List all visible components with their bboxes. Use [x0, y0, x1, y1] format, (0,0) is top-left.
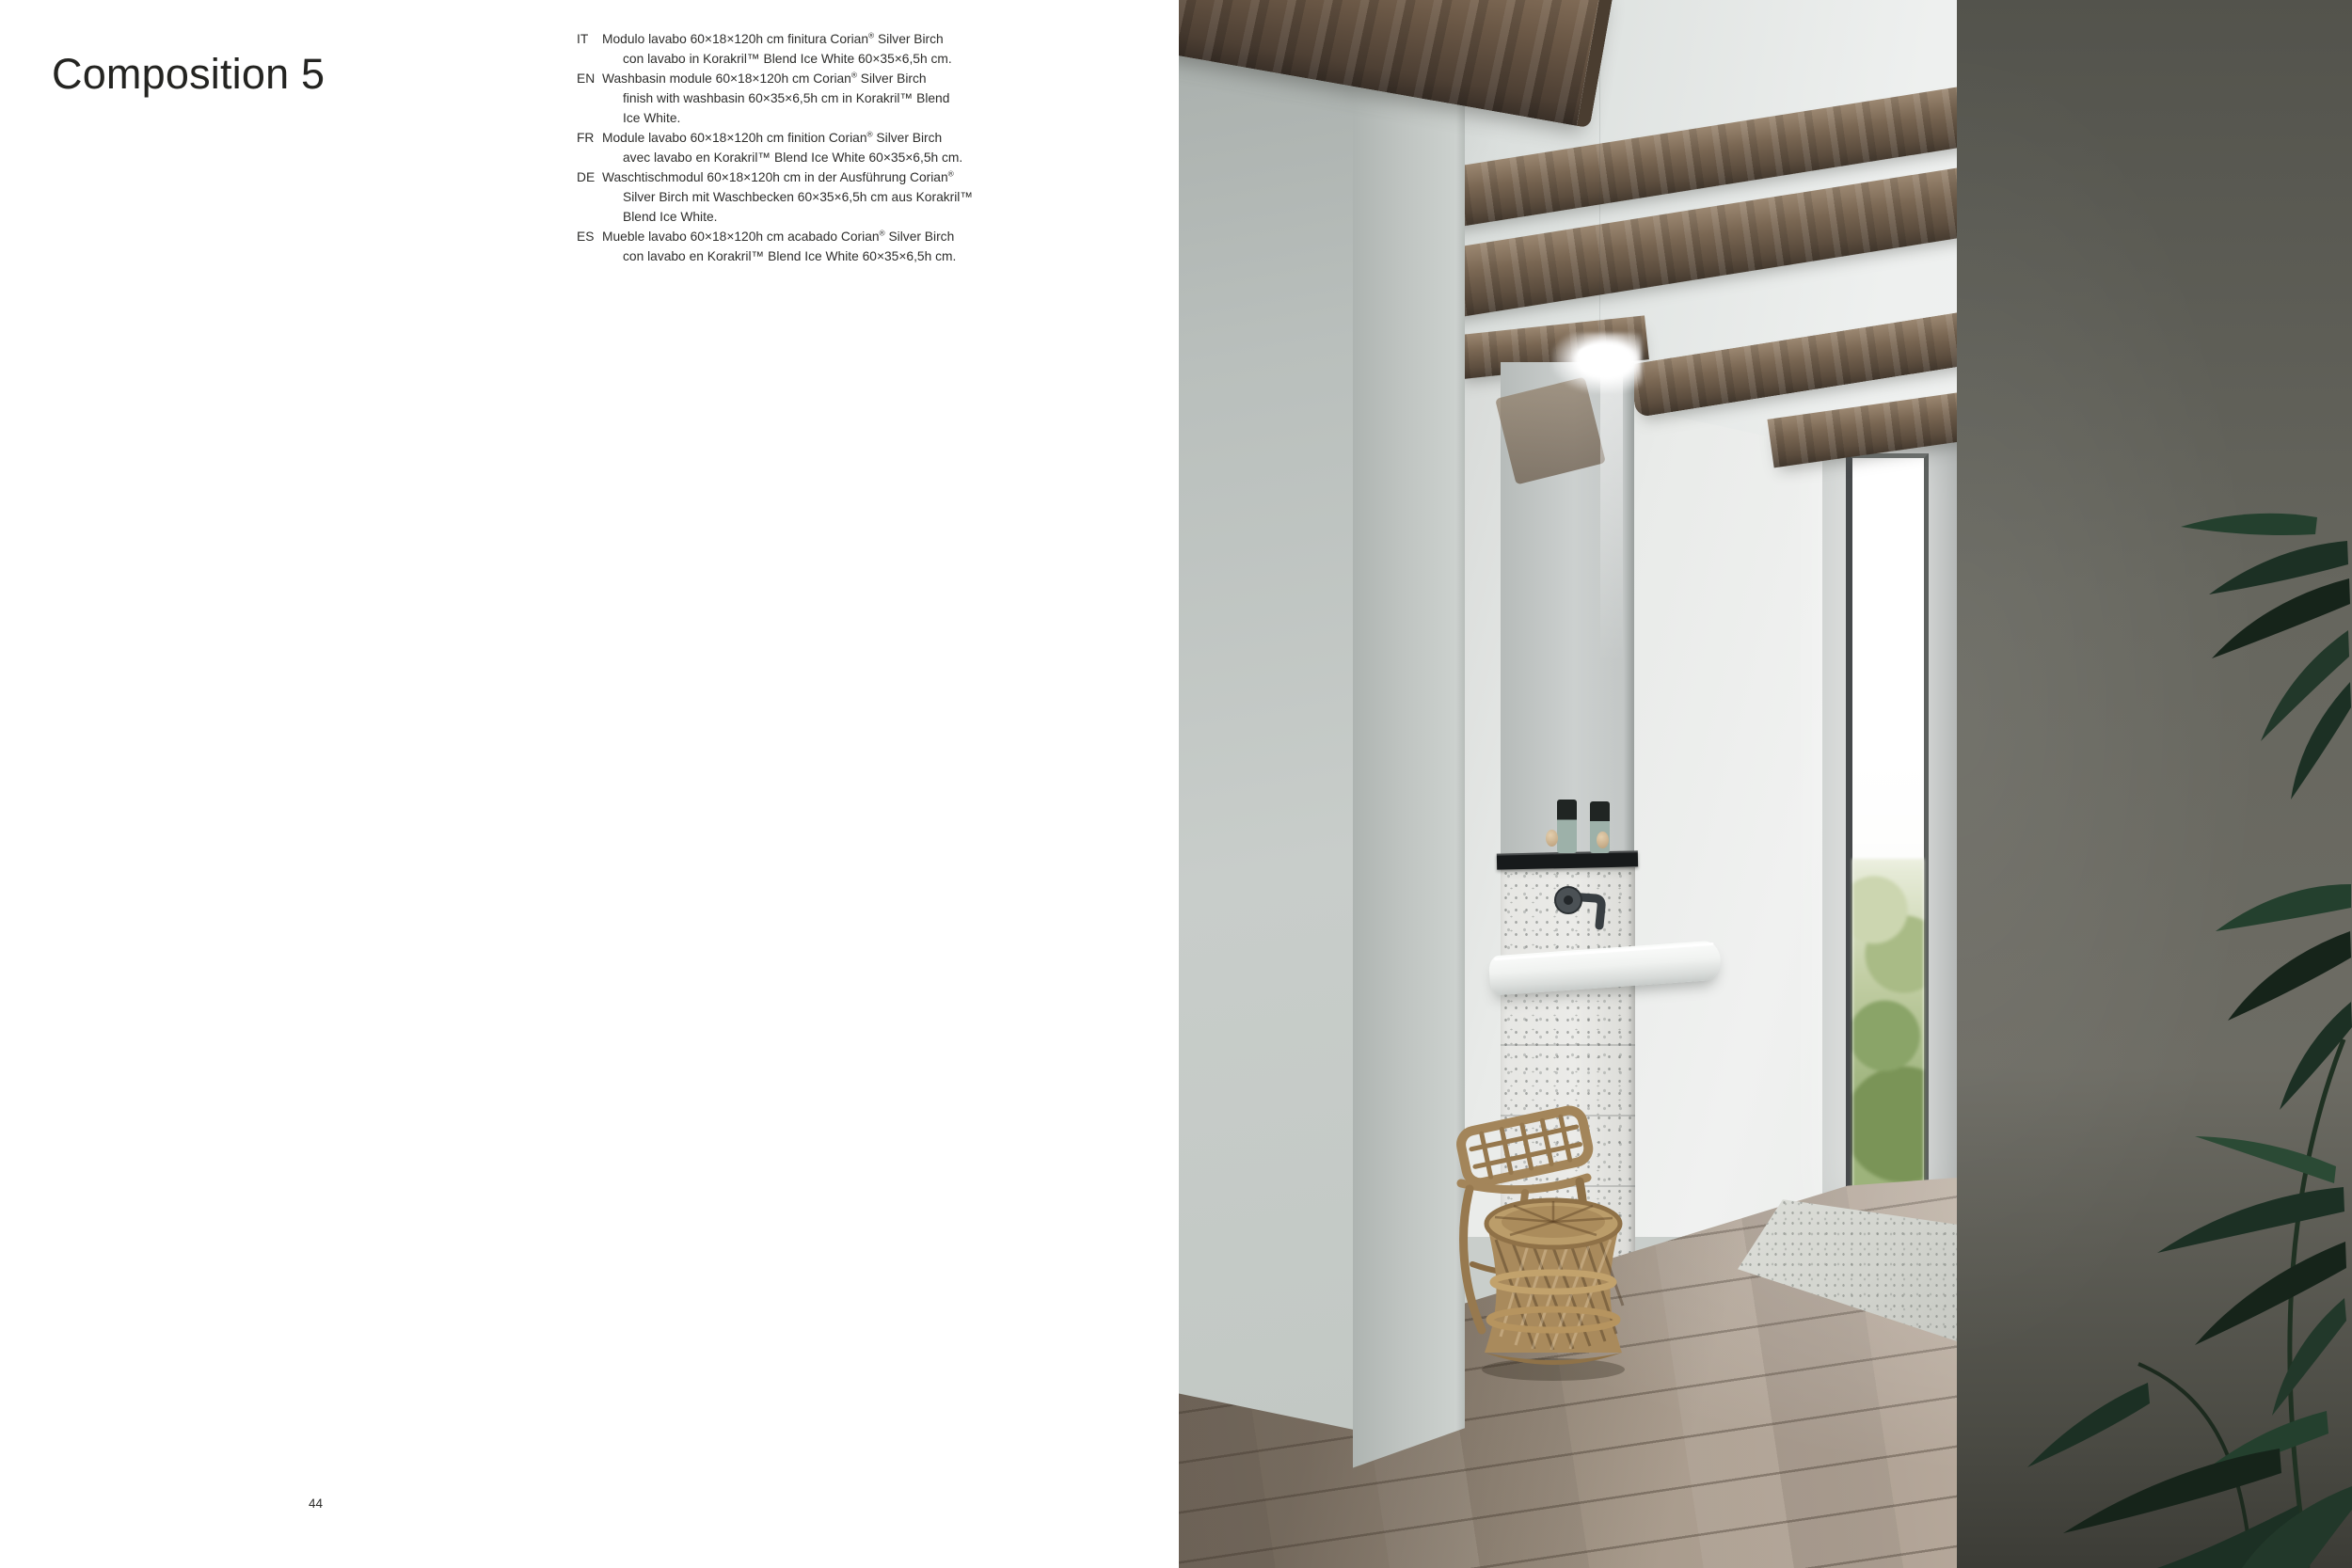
mirror-light-reflection — [1600, 362, 1623, 663]
cosmetic-bottle — [1557, 800, 1577, 853]
mirror — [1501, 362, 1634, 861]
plant-leaves — [2027, 514, 2352, 1568]
window-greenery — [1852, 859, 1924, 1199]
plant — [1969, 489, 2352, 1568]
recessed-ceiling-light-core — [1578, 344, 1627, 365]
wicker-stool — [1476, 1191, 1630, 1384]
lang-text: Waschtischmodul 60×18×120h cm in der Ausführung Corian® Silver Birch mit Waschbecken 60×35×6,5h cm aus Korakril™ Blend Ice White. — [602, 169, 974, 224]
lang-row — [577, 167, 1104, 227]
page-title: Composition 5 — [52, 50, 326, 99]
lang-text: Modulo lavabo 60×18×120h cm finitura Corian® Silver Birch con lavabo in Korakril™ Blend Ice White 60×35×6,5h cm. — [602, 31, 952, 66]
page-number: 44 — [309, 1497, 324, 1511]
wall-faucet — [1541, 873, 1628, 941]
lang-text: Washbasin module 60×18×120h cm Corian® Silver Birch finish with washbasin 60×35×6,5h cm in Korakril™ Blend Ice White. — [602, 71, 950, 125]
faucet-handle — [1564, 895, 1573, 905]
lang-code: IT — [577, 32, 589, 46]
lang-text: Mueble lavabo 60×18×120h cm acabado Corian® Silver Birch con lavabo en Korakril™ Blend Ice White 60×35×6,5h cm. — [602, 229, 957, 263]
catalog-photo — [1179, 0, 2352, 1568]
wooden-egg — [1546, 830, 1558, 847]
lang-code: EN — [577, 71, 596, 86]
panel-seam — [1501, 1044, 1635, 1046]
window-light — [1852, 458, 1924, 873]
window — [1846, 453, 1929, 1199]
lang-row — [577, 227, 1104, 266]
concrete-pillar-front — [1179, 0, 1354, 1449]
lang-text: Module lavabo 60×18×120h cm finition Corian® Silver Birch avec lavabo en Korakril™ Blend Ice White 60×35×6,5h cm. — [602, 130, 963, 165]
lang-row — [577, 29, 1104, 69]
wooden-egg — [1597, 832, 1609, 848]
niche-edge — [1599, 52, 1600, 362]
recessed-shelf — [1497, 850, 1638, 869]
lang-code: FR — [577, 131, 595, 145]
product-description — [577, 29, 1104, 266]
lang-row — [577, 69, 1104, 128]
lang-row — [577, 128, 1104, 167]
plant-stem — [2290, 1039, 2344, 1568]
lang-code: DE — [577, 170, 596, 184]
lang-code: ES — [577, 230, 595, 244]
